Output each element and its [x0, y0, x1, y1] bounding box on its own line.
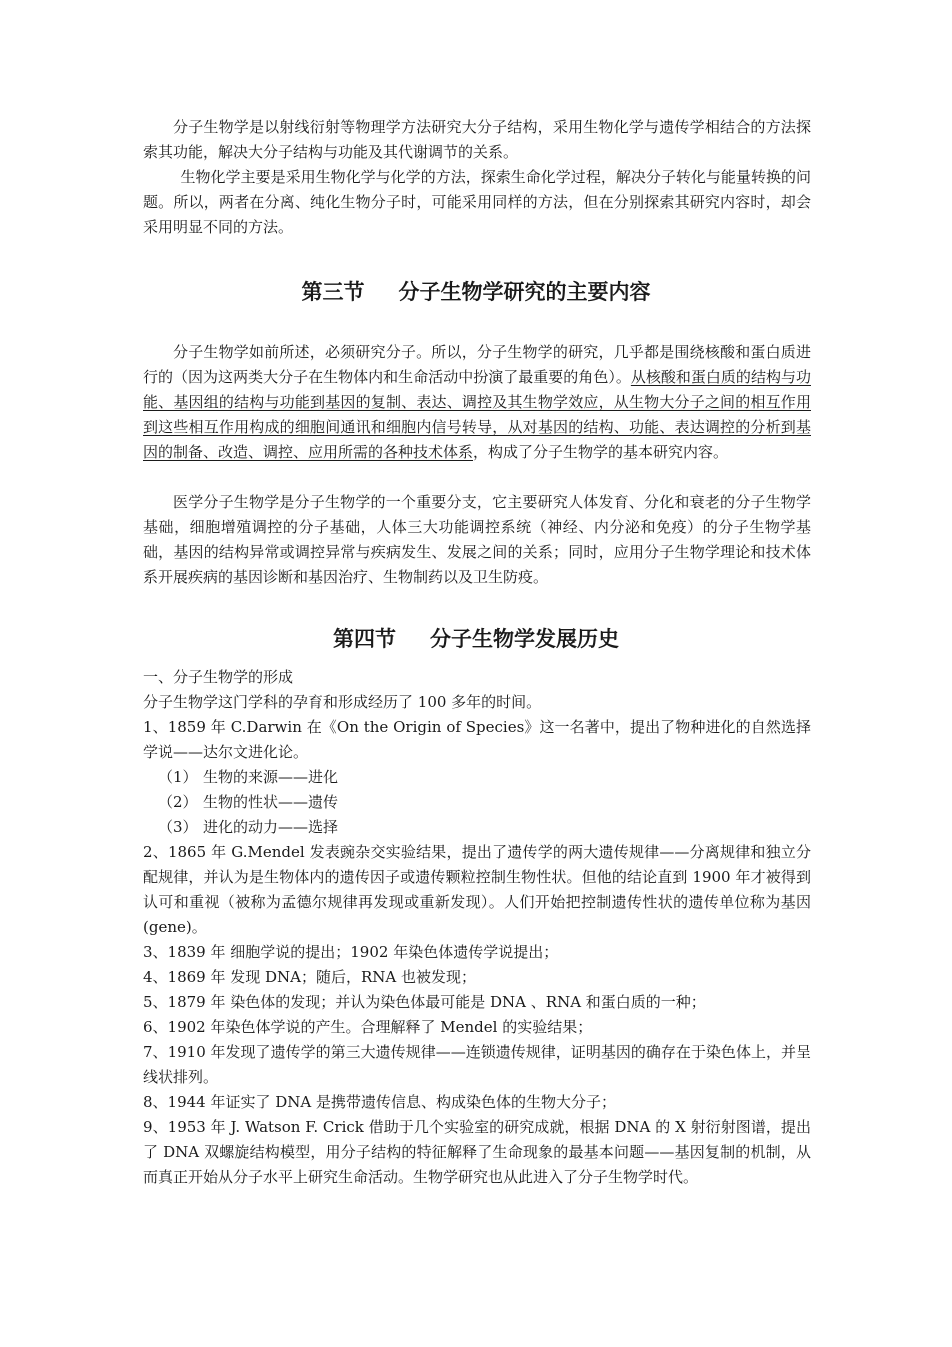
history-item-2: 2、1865 年 G.Mendel 发表豌杂交实验结果，提出了遗传学的两大遗传规律——分离规律和独立分配规律，并认为是生物体内的遗传因子或遗传颗粒控制生物性状。但他的结论直到 1900 年才被得到认可和重视（被称为孟德尔规律再发现或重新发现）。人们开始把控制遗传性状的遗传单位称为基因(gene)。 [143, 843, 811, 936]
history-item-9: 9、1953 年 J. Watson F. Crick 借助于几个实验室的研究成就，根据 DNA 的 X 射衍射图谱，提出了 DNA 双螺旋结构模型，用分子结构的特征解释了生命现象的最基本问题——基因复制的机制，从而真正开始从分子水平上研究生命活动。生物学研究也从此进入了分子生物学时代。 [143, 1118, 811, 1186]
intro-paragraph-2: 生物化学主要是采用生物化学与化学的方法，探索生命化学过程，解决分子转化与能量转换的问题。所以，两者在分离、纯化生物分子时，可能采用同样的方法，但在分别探索其研究内容时，却会采用明显不同的方法。 [143, 168, 811, 236]
section-3-p1-tail: ，构成了分子生物学的基本研究内容。 [473, 443, 729, 461]
history-item-5: 5、1879 年 染色体的发现；并认为染色体最可能是 DNA 、RNA 和蛋白质的一种； [143, 993, 706, 1011]
history-sub-item-3 [158, 815, 826, 840]
sub-item-text: 生物的性状——遗传 [203, 793, 339, 811]
history-item-6: 6、1902 年染色体学说的产生。合理解释了 Mendel 的实验结果； [143, 1018, 593, 1036]
section-3-paragraph-1 [143, 340, 811, 465]
history-item-8: 8、1944 年证实了 DNA 是携带遗传信息、构成染色体的生物大分子； [143, 1093, 617, 1111]
section-3-heading [0, 277, 952, 307]
sub-item-text: 进化的动力——选择 [203, 818, 339, 836]
history-item-3: 3、1839 年 细胞学说的提出；1902 年染色体遗传学说提出； [143, 943, 559, 961]
section-4-subheading: 一、分子生物学的形成 [143, 668, 294, 686]
section-4-heading [0, 624, 952, 654]
intro-paragraph-1: 分子生物学是以射线衍射等物理学方法研究大分子结构，采用生物化学与遗传学相结合的方法探索其功能，解决大分子结构与功能及其代谢调节的关系。 [143, 118, 811, 161]
section-3-number: 第三节 [301, 280, 365, 304]
history-sub-item-2 [158, 790, 826, 815]
section-4-number: 第四节 [333, 627, 396, 651]
section-3-p1-plain: 分子生物学如前所述，必须研究分子。所以，分子生物学的研究，几乎都是围绕核酸和蛋白质进行的（因为这两类大分子在生物体内和生命活动中扮演了最重要的角色）。 [143, 343, 811, 386]
section-3-title: 分子生物学研究的主要内容 [398, 280, 651, 304]
history-item-7: 7、1910 年发现了遗传学的第三大遗传规律——连锁遗传规律，证明基因的确存在于染色体上，并呈线状排列。 [143, 1043, 811, 1086]
section-3-paragraph-2: 医学分子生物学是分子生物学的一个重要分支，它主要研究人体发育、分化和衰老的分子生物学基础，细胞增殖调控的分子基础，人体三大功能调控系统（神经、内分泌和免疫）的分子生物学基础，基因的结构异常或调控异常与疾病发生、发展之间的关系；同时，应用分子生物学理论和技术体系开展疾病的基因诊断和基因治疗、生物制药以及卫生防疫。 [143, 493, 811, 586]
section-4-title: 分子生物学发展历史 [430, 627, 619, 651]
section-4-intro: 分子生物学这门学科的孕育和形成经历了 100 多年的时间。 [143, 693, 542, 711]
history-sub-item-1 [158, 765, 826, 790]
section-3-p1-underlined: 从核酸和蛋白质的结构与功能、基因组的结构与功能到基因的复制、表达、调控及其生物学效应，从生物大分子之间的相互作用到这些相互作用构成的细胞间通讯和细胞内信号转导，从对基因的结构、功能、表达调控的分析到基因的制备、改造、调控、应用所需的各种技术体系 [143, 368, 811, 461]
sub-item-number: （1） [158, 768, 198, 786]
history-item-4: 4、1869 年 发现 DNA；随后，RNA 也被发现； [143, 968, 477, 986]
sub-item-text: 生物的来源——进化 [203, 768, 339, 786]
sub-item-number: （2） [158, 793, 198, 811]
sub-item-number: （3） [158, 818, 198, 836]
history-item-1: 1、1859 年 C.Darwin 在《On the Origin of Species》这一名著中，提出了物种进化的自然选择学说——达尔文进化论。 [143, 718, 811, 761]
